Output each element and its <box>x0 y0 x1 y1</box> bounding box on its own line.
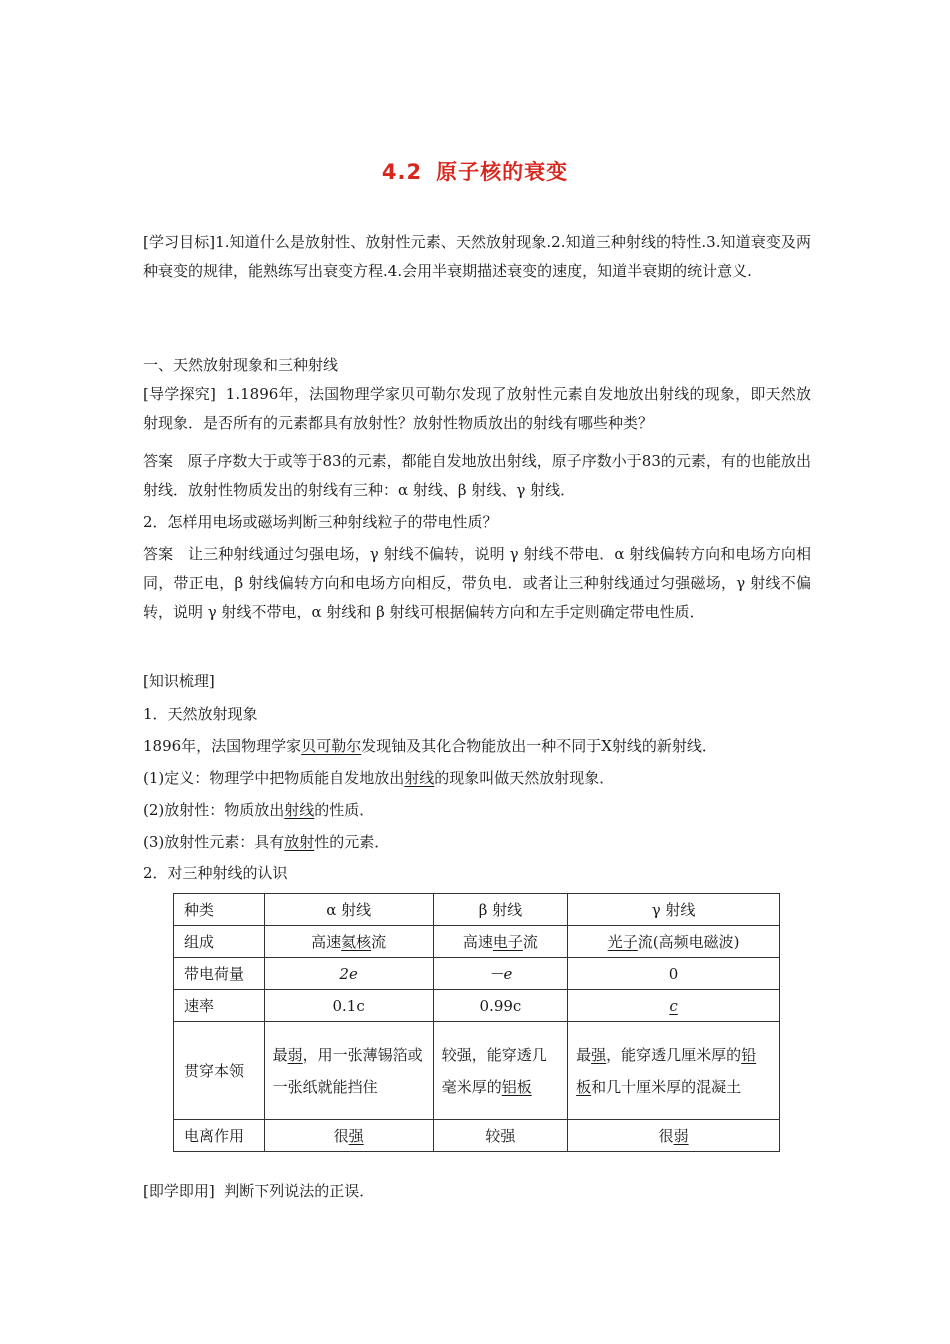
radioactivity-post: 的性质． <box>314 801 375 819</box>
row-label-charge: 带电荷量 <box>174 958 265 990</box>
answer-2-text: 让三种射线通过匀强电场，γ 射线不偏转，说明 γ 射线不带电．α 射线偏转方向和电场方向相同，带正电，β 射线偏转方向和电场方向相反，带负电．或者让三种射线通过匀强磁场，γ 射线不偏转，说明 γ 射线不带电，α 射线和 β 射线可根据偏转方向和左手定则确定带电性质． <box>143 545 811 621</box>
cell-gamma-penetration <box>568 1022 780 1120</box>
cell-blank: 强 <box>348 1127 364 1145</box>
cell-blank: 铝板 <box>501 1077 532 1096</box>
cell-text: 流 <box>522 933 538 951</box>
table-row <box>174 1120 780 1152</box>
knowledge-heading-1: 1．天然放射现象 <box>143 705 258 723</box>
title-text: 原子核的衰变 <box>436 160 569 184</box>
discovery-text-post: 发现铀及其化合物能放出一种不同于X射线的新射线． <box>361 737 717 755</box>
cell-text: ，能穿透几厘米厚的 <box>606 1045 742 1064</box>
inquiry-question-1 <box>143 380 811 438</box>
table-row <box>174 926 780 958</box>
element-line <box>143 828 811 857</box>
cell-blank: 强 <box>591 1045 607 1064</box>
answer-tag: 答案 <box>143 545 174 563</box>
cell-text: ，用一张薄锡箔或一张纸就能挡住 <box>272 1045 423 1096</box>
practice-tag: [即学即用] <box>143 1182 215 1200</box>
cell-alpha-penetration <box>264 1022 433 1120</box>
inquiry-tag: [导学探究] <box>143 385 216 403</box>
rays-table <box>173 893 780 1152</box>
cell-text: 高速 <box>311 933 342 951</box>
table-row <box>174 1022 780 1120</box>
answer-tag: 答案 <box>143 452 174 470</box>
cell-text: 很 <box>658 1127 674 1145</box>
inquiry-question-2: 2．怎样用电场或磁场判断三种射线粒子的带电性质？ <box>143 513 498 531</box>
cell-beta-composition <box>433 926 567 958</box>
knowledge-tag: [知识梳理] <box>143 672 215 690</box>
definition-pre: (1)定义：物理学中把物质能自发地放出 <box>143 769 405 787</box>
definition-blank: 射线 <box>404 769 435 787</box>
cell-beta-penetration <box>433 1022 567 1120</box>
cell-alpha-ionization <box>264 1120 433 1152</box>
practice-line <box>143 1177 811 1206</box>
cell-text: 流 <box>371 933 387 951</box>
section-number: 4.2 <box>381 160 423 184</box>
element-post: 性的元素． <box>314 833 390 851</box>
cell-blank: 铅板 <box>576 1045 757 1096</box>
row-label-ionization: 电离作用 <box>174 1120 265 1152</box>
cell-blank: 弱 <box>673 1127 689 1145</box>
discovery-line <box>143 732 811 761</box>
row-label-penetration: 贯穿本领 <box>174 1022 265 1120</box>
header-kind: 种类 <box>174 894 265 926</box>
cell-gamma-charge: 0 <box>568 958 780 990</box>
definition-post: 的现象叫做天然放射现象． <box>434 769 615 787</box>
cell-text: 很 <box>333 1127 349 1145</box>
cell-text: 高速 <box>462 933 493 951</box>
section1-heading: 一、天然放射现象和三种射线 <box>143 356 339 374</box>
cell-beta-ionization: 较强 <box>433 1120 567 1152</box>
definition-line <box>143 764 811 793</box>
cell-text: 较强，能穿透几毫米厚的 <box>441 1045 547 1096</box>
cell-text: 最 <box>272 1045 288 1064</box>
header-alpha: α 射线 <box>264 894 433 926</box>
radioactivity-line <box>143 796 811 825</box>
cell-gamma-ionization <box>568 1120 780 1152</box>
cell-gamma-speed <box>568 990 780 1022</box>
cell-blank: 电子 <box>492 933 523 951</box>
cell-beta-speed: 0.99c <box>433 990 567 1022</box>
learning-objectives: [学习目标]1.知道什么是放射性、放射性元素、天然放射现象.2.知道三种射线的特性.3.知道衰变及两种衰变的规律，能熟练写出衰变方程.4.会用半衰期描述衰变的速度，知道半衰期的统计意义. <box>143 233 811 280</box>
element-blank: 放射 <box>284 833 315 851</box>
cell-text: 和几十厘米厚的混凝土 <box>591 1077 742 1096</box>
cell-text: 最 <box>576 1045 592 1064</box>
table-row <box>174 958 780 990</box>
inquiry-q1-text: 1.1896年，法国物理学家贝可勒尔发现了放射性元素自发地放出射线的现象，即天然放射现象．是否所有的元素都具有放射性？放射性物质放出的射线有哪些种类？ <box>143 385 811 432</box>
discovery-text-pre: 1896年，法国物理学家 <box>143 737 302 755</box>
cell-alpha-composition <box>264 926 433 958</box>
radioactivity-pre: (2)放射性：物质放出 <box>143 801 285 819</box>
cell-beta-charge: －e <box>433 958 567 990</box>
cell-blank: c <box>669 996 678 1015</box>
table-row <box>174 990 780 1022</box>
row-label-speed: 速率 <box>174 990 265 1022</box>
cell-alpha-charge: 2e <box>264 958 433 990</box>
header-gamma: γ 射线 <box>568 894 780 926</box>
element-pre: (3)放射性元素：具有 <box>143 833 285 851</box>
knowledge-heading-2: 2．对三种射线的认识 <box>143 864 288 882</box>
header-beta: β 射线 <box>433 894 567 926</box>
table-header-row <box>174 894 780 926</box>
cell-blank: 光子 <box>607 933 638 951</box>
cell-gamma-composition <box>568 926 780 958</box>
discovery-blank: 贝可勒尔 <box>301 737 362 755</box>
cell-alpha-speed: 0.1c <box>264 990 433 1022</box>
row-label-composition: 组成 <box>174 926 265 958</box>
answer-2 <box>143 540 811 627</box>
answer-1-text: 原子序数大于或等于83的元素，都能自发地放出射线，原子序数小于83的元素，有的也能放出射线．放射性物质发出的射线有三种：α 射线、β 射线、γ 射线． <box>143 452 811 499</box>
cell-blank: 氦核 <box>341 933 372 951</box>
cell-text: 流(高频电磁波) <box>637 933 740 951</box>
answer-1 <box>143 447 811 505</box>
practice-text: 判断下列说法的正误． <box>224 1182 375 1200</box>
page-title <box>0 156 950 186</box>
cell-blank: 弱 <box>287 1045 303 1064</box>
radioactivity-blank: 射线 <box>284 801 315 819</box>
